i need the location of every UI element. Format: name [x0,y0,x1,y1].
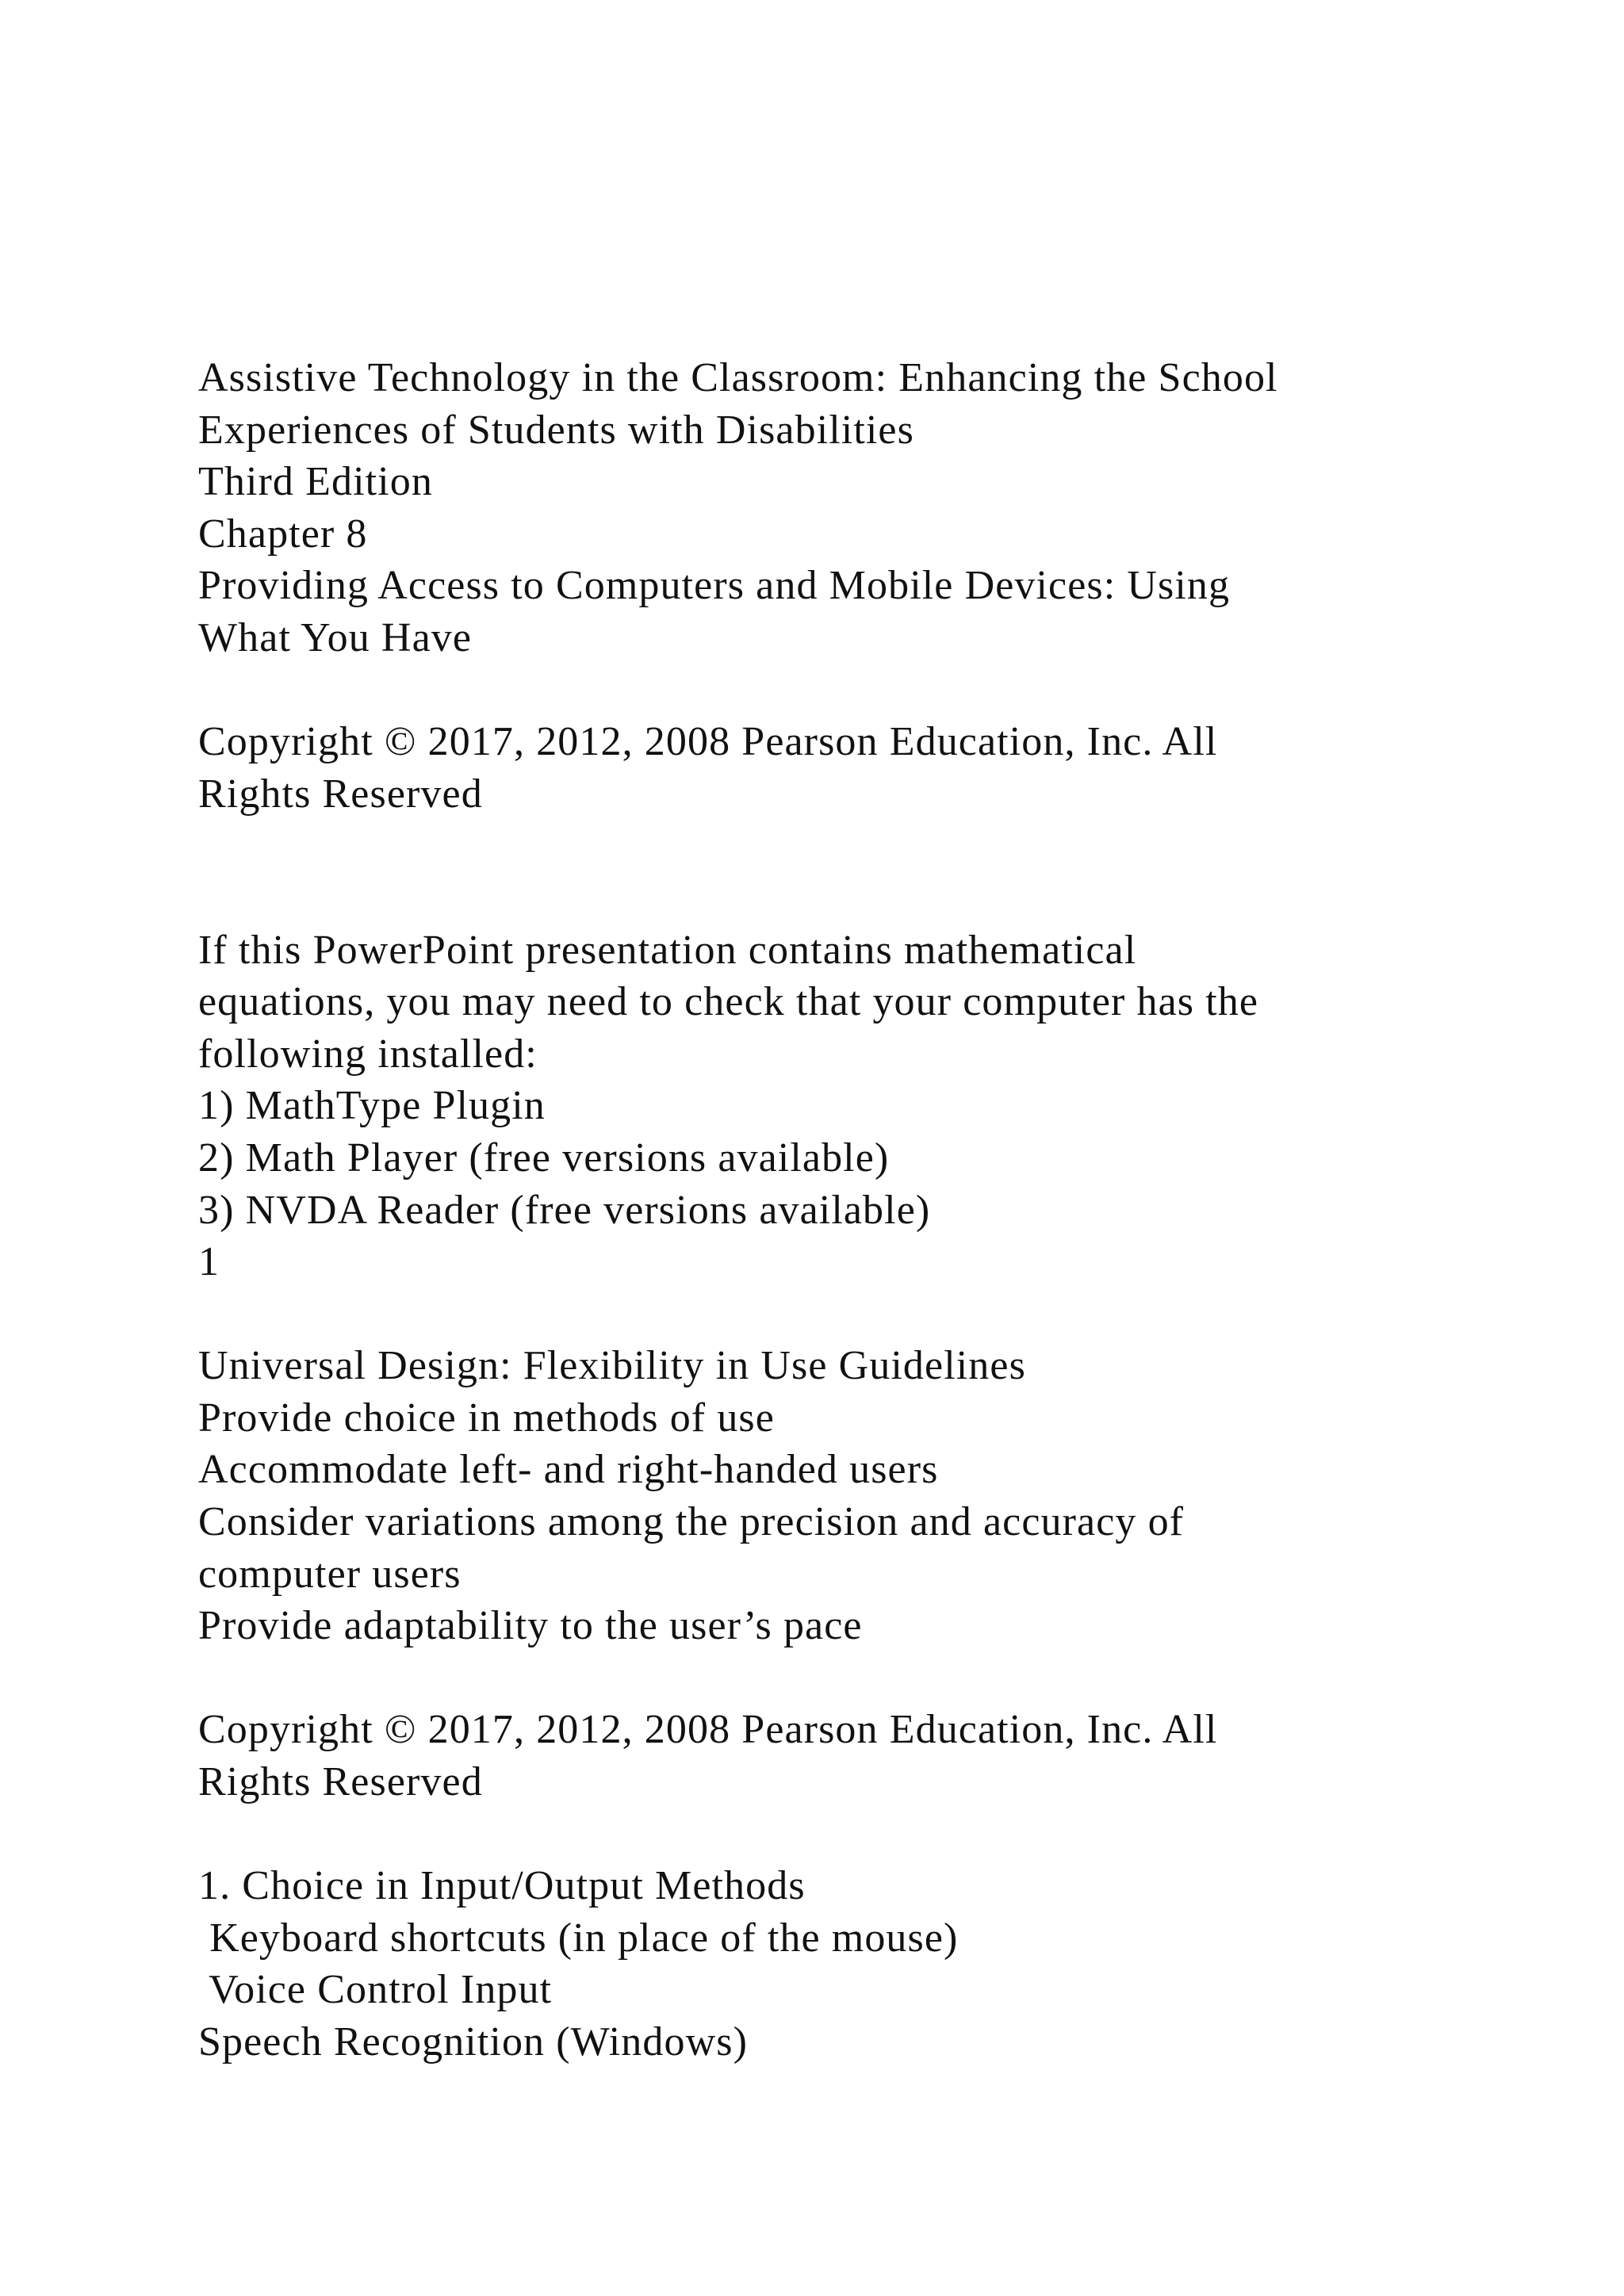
copyright-line-2: Rights Reserved [198,771,483,817]
copyright-line-2: Rights Reserved [198,1759,483,1805]
guideline-item: Accommodate left- and right-handed users [198,1447,939,1493]
chapter-number: Chapter 8 [198,511,368,557]
method-item: Speech Recognition (Windows) [198,2019,749,2064]
document-body [198,352,1546,2068]
requirement-item-2: 2) Math Player (free versions available) [198,1135,890,1181]
chapter-title-line-2: What You Have [198,614,473,660]
edition: Third Edition [198,459,433,505]
blank-line [198,1288,1546,1341]
blank-line [198,664,1546,717]
book-title-line-1: Assistive Technology in the Classroom: Enhancing the School [198,355,1278,400]
method-item: Voice Control Input [198,1967,553,2013]
section-heading-universal-design: Universal Design: Flexibility in Use Guidelines [198,1343,1026,1389]
blank-line [198,820,1546,872]
blank-line [198,1652,1546,1705]
guideline-item-continued: computer users [198,1551,462,1597]
book-title-line-2: Experiences of Students with Disabilities [198,407,914,453]
guideline-item: Provide choice in methods of use [198,1395,775,1441]
blank-line [198,1808,1546,1861]
requirement-item-1: 1) MathType Plugin [198,1083,546,1129]
copyright-line-1: Copyright © 2017, 2012, 2008 Pearson Education, Inc. All [198,1707,1218,1753]
blank-line [198,872,1546,924]
guideline-item: Consider variations among the precision and accuracy of [198,1499,1185,1545]
section-heading-input-output: 1. Choice in Input/Output Methods [198,1863,806,1909]
chapter-title-line-1: Providing Access to Computers and Mobile Devices: Using [198,563,1231,609]
equations-note-line-2: equations, you may need to check that your computer has the [198,979,1259,1025]
equations-note-line-1: If this PowerPoint presentation contains mathematical [198,927,1137,973]
requirement-item-3: 3) NVDA Reader (free versions available) [198,1187,931,1233]
copyright-line-1: Copyright © 2017, 2012, 2008 Pearson Education, Inc. All [198,719,1218,765]
guideline-item: Provide adaptability to the user’s pace [198,1603,863,1649]
slide-number: 1 [198,1239,220,1285]
method-item: Keyboard shortcuts (in place of the mouse) [198,1915,959,1961]
equations-note-line-3: following installed: [198,1031,538,1077]
